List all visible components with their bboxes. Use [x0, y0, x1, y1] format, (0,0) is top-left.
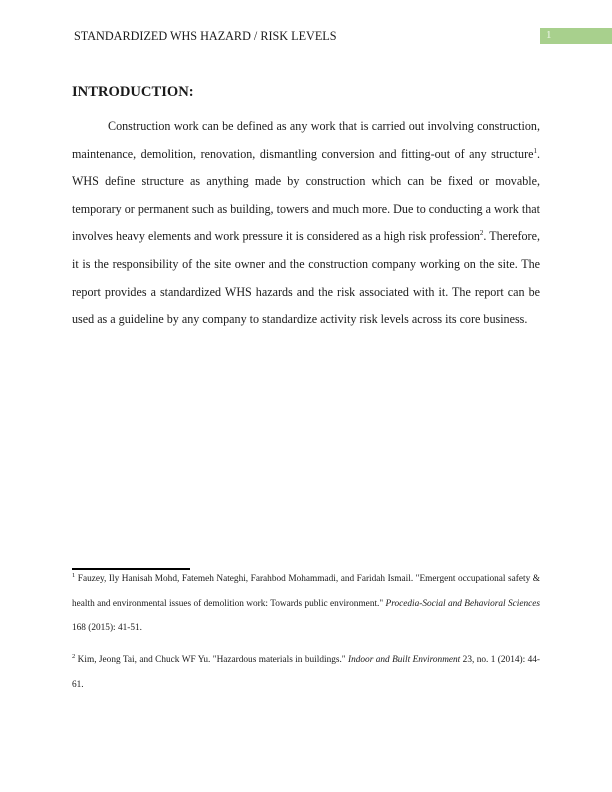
- footnote-number: 1: [72, 572, 76, 579]
- paragraph-text-3: . Therefore, it is the responsibility of the site owner and the construction company working on the site. The report provides a standardized WHS hazards and the risk associated with it. The report can be used as a guideline by any company to standardize activity risk levels across its core business.: [72, 229, 540, 327]
- introduction-paragraph: [72, 113, 540, 334]
- section-heading: INTRODUCTION:: [72, 84, 194, 100]
- footnote-journal: Procedia-Social and Behavioral Sciences: [385, 598, 540, 609]
- footnote-details: 23, no. 1 (2014): 44-61.: [72, 655, 540, 690]
- footnote-ref-1[interactable]: 1: [533, 146, 537, 155]
- footnote-details: 168 (2015): 41-51.: [72, 623, 142, 633]
- footnote-number: 2: [72, 653, 76, 660]
- paragraph-text-2: . WHS define structure as anything made by construction which can be fixed or movable, temporary or permanent such as building, towers and much more. Due to conducting a work that involves heavy elements and work pressure it is considered as a high risk profession: [72, 146, 540, 244]
- paragraph-text-1: Construction work can be defined as any work that is carried out involving construction, maintenance, demolition, renovation, dismantling conversion and fitting-out of any structure: [72, 119, 540, 161]
- running-header-title: STANDARDIZED WHS HAZARD / RISK LEVELS: [74, 29, 337, 43]
- footnote-journal: Indoor and Built Environment: [348, 655, 461, 665]
- page-number-badge: [540, 28, 612, 44]
- footnote-1: [72, 567, 540, 641]
- page-number: 1: [546, 29, 552, 41]
- footnote-text: Kim, Jeong Tai, and Chuck WF Yu. "Hazardous materials in buildings.": [75, 655, 349, 665]
- footnote-text: Fauzey, Ily Hanisah Mohd, Fatemeh Nateghi, Farahbod Mohammadi, and Faridah Ismail. "Emergent occupational safety & health and environmental issues of demolition work: Towards public environment.": [72, 574, 540, 609]
- footnote-2: [72, 648, 540, 697]
- footnote-ref-2[interactable]: 2: [479, 229, 484, 238]
